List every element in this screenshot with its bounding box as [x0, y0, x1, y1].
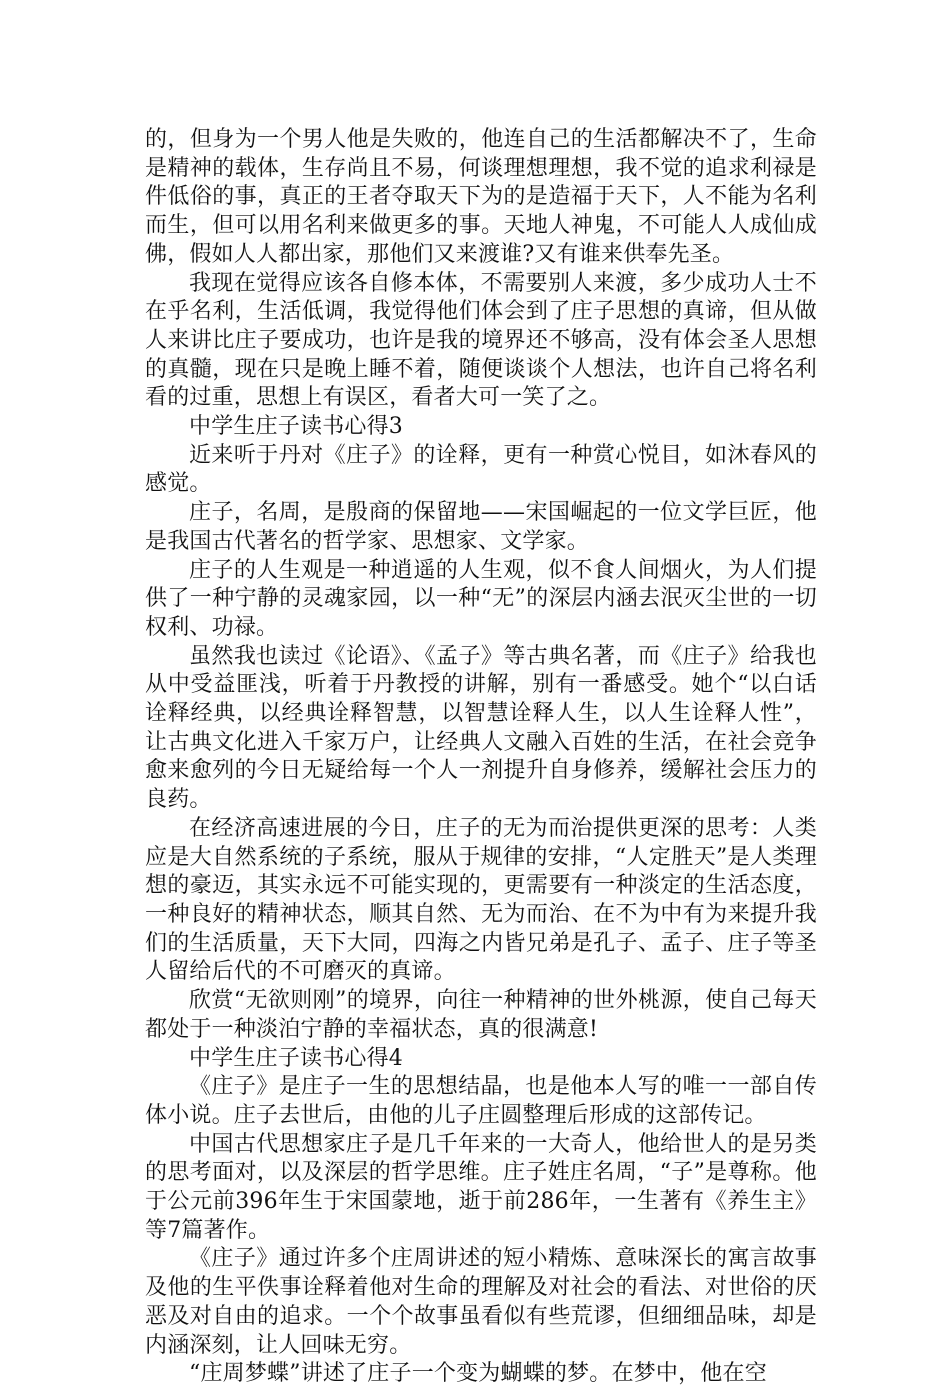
paragraph: 欣赏“无欲则刚”的境界，向往一种精神的世外桃源，使自己每天都处于一种淡泊宁静的幸福状态，真的很满意! — [145, 988, 817, 1042]
paragraph: 中国古代思想家庄子是几千年来的一大奇人，他给世人的是另类的思考面对，以及深层的哲学思维。庄子姓庄名周，“子”是尊称。他于公元前396年生于宋国蒙地，逝于前286年，一生著有《养生主》等7篇著作。 — [145, 1131, 817, 1243]
document-body — [145, 126, 817, 1389]
paragraph: 《庄子》通过许多个庄周讲述的短小精炼、意味深长的寓言故事及他的生平佚事诠释着他对生命的理解及对社会的看法、对世俗的厌恶及对自由的追求。一个个故事虽看似有些荒谬，但细细品味，却是内涵深刻，让人回味无穷。 — [145, 1246, 817, 1358]
paragraph: 近来听于丹对《庄子》的诠释，更有一种赏心悦目，如沐春风的感觉。 — [145, 442, 817, 497]
paragraph: 虽然我也读过《论语》、《孟子》等古典名著，而《庄子》给我也从中受益匪浅，听着于丹教授的讲解，别有一番感受。她个“以白话诠释经典，以经典诠释智慧，以智慧诠释人生，以人生诠释人性”，让古典文化进入千家万户，让经典人文融入百姓的生活，在社会竞争愈来愈列的今日无疑给每一个人一剂提升自身修养，缓解社会压力的良药。 — [145, 643, 817, 813]
section-heading: 中学生庄子读书心得3 — [189, 414, 403, 440]
paragraph: 《庄子》是庄子一生的思想结晶，也是他本人写的唯一一部自传体小说。庄子去世后，由他的儿子庄圆整理后形成的这部传记。 — [145, 1074, 817, 1128]
section-heading: 中学生庄子读书心得4 — [189, 1045, 403, 1071]
paragraph: 我现在觉得应该各自修本体，不需要别人来渡，多少成功人士不在乎名利，生活低调，我觉得他们体会到了庄子思想的真谛，但从做人来讲比庄子要成功，也许是我的境界还不够高，没有体会圣人思想的真髓，现在只是晚上睡不着，随便谈谈个人想法，也许自己将名利看的过重，思想上有误区，看者大可一笑了之。 — [145, 270, 817, 411]
paragraph: 庄子的人生观是一种逍遥的人生观，似不食人间烟火，为人们提供了一种宁静的灵魂家园，以一种“无”的深层内涵去泯灭尘世的一切权利、功禄。 — [145, 557, 817, 640]
paragraph: 在经济高速进展的今日，庄子的无为而治提供更深的思考：人类应是大自然系统的子系统，服从于规律的安排，“人定胜天”是人类理想的豪迈，其实永远不可能实现的，更需要有一种淡定的生活态度，一种良好的精神状态，顺其自然、无为而治、在不为中有为来提升我们的生活质量，天下大同，四海之内皆兄弟是孔子、孟子、庄子等圣人留给后代的不可磨灭的真谛。 — [145, 815, 817, 985]
paragraph: 庄子，名周，是殷商的保留地——宋国崛起的一位文学巨匠，他是我国古代著名的哲学家、思想家、文学家。 — [145, 500, 817, 554]
paragraph: 的，但身为一个男人他是失败的，他连自己的生活都解决不了，生命是精神的载体，生存尚且不易，何谈理想理想，我不觉的追求利禄是件低俗的事，真正的王者夺取天下为的是造福于天下，人不能为名利而生，但可以用名利来做更多的事。天地人神鬼，不可能人人成仙成佛，假如人人都出家，那他们又来渡谁?又有谁来供奉先圣。 — [145, 127, 817, 267]
paragraph: “庄周梦蝶”讲述了庄子一个变为蝴蝶的梦。在梦中，他在空 — [189, 1361, 767, 1387]
